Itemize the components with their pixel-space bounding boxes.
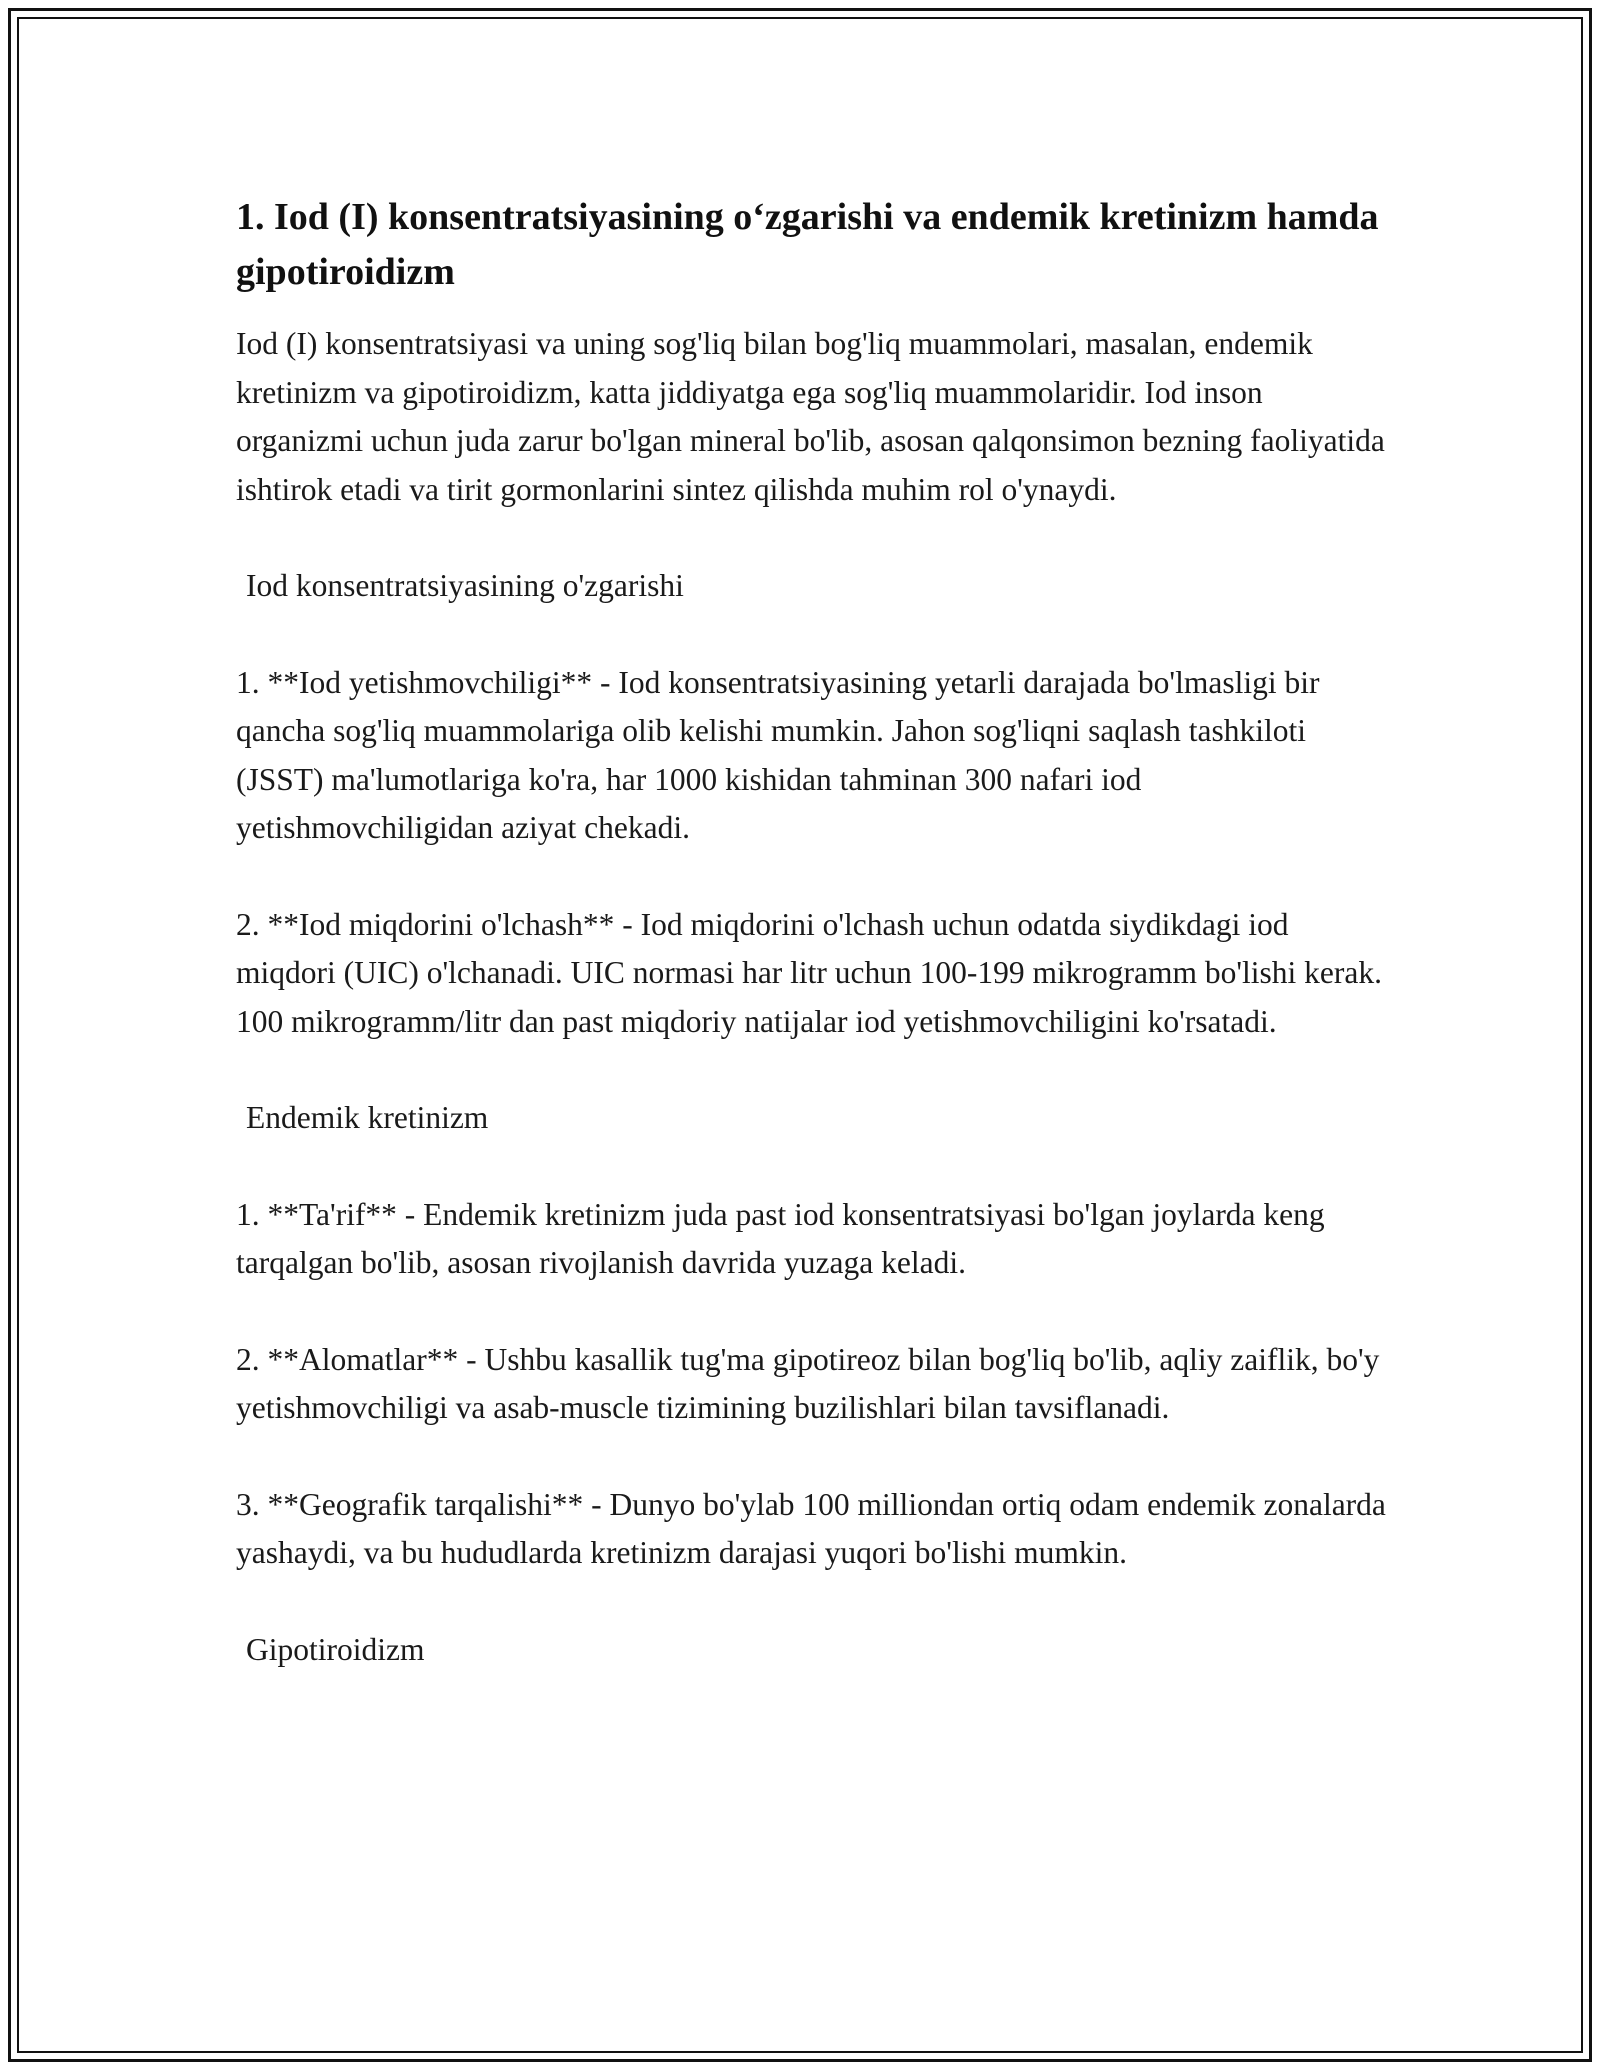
document-title: 1. Iod (I) konsentratsiyasining o‘zgarishi va endemik kretinizm hamda gipotiroidizm <box>236 196 1379 293</box>
list-item: 3. **Geografik tarqalishi** - Dunyo bo'ylab 100 milliondan ortiq odam endemik zonalarda yashaydi, va bu hududlarda kretinizm darajasi yuqori bo'lishi mumkin. <box>236 1486 1386 1570</box>
section-heading-kretinizm: Endemik kretinizm <box>246 1100 489 1135</box>
intro-paragraph: Iod (I) konsentratsiyasi va uning sog'liq bilan bog'liq muammolari, masalan, endemik kretinizm va gipotiroidizm, katta jiddiyatga ega sog'liq muammolaridir. Iod inson organizmi uchun juda zarur bo'lgan mineral bo'lib, asosan qalqonsimon bezning faoliyatida ishtirok etadi va tirit gormonlarini sintez qilishda muhim rol o'ynaydi. <box>236 326 1385 507</box>
list-item: 1. **Iod yetishmovchiligi** - Iod konsentratsiyasining yetarli darajada bo'lmasligi bir qancha sog'liq muammolariga olib kelishi mumkin. Jahon sog'liqni saqlash tashkiloti (JSST) ma'lumotlariga ko'ra, har 1000 kishidan tahminan 300 nafari iod yetishmovchiligidan aziyat chekadi. <box>236 664 1320 845</box>
list-item: 2. **Iod miqdorini o'lchash** - Iod miqdorini o'lchash uchun odatda siydikdagi iod miqdori (UIC) o'lchanadi. UIC normasi har litr uchun 100-199 mikrogramm bo'lishi kerak. 100 mikrogramm/litr dan past miqdoriy natijalar iod yetishmovchiligini ko'rsatadi. <box>236 906 1382 1039</box>
document-body <box>236 190 1386 1722</box>
section-heading-iod: Iod konsentratsiyasining o'zgarishi <box>246 568 684 603</box>
list-item: 1. **Ta'rif** - Endemik kretinizm juda past iod konsentratsiyasi bo'lgan joylarda keng tarqalgan bo'lib, asosan rivojlanish davrida yuzaga keladi. <box>236 1196 1325 1280</box>
section-heading-gipotiroidizm: Gipotiroidizm <box>246 1631 425 1667</box>
list-item: 2. **Alomatlar** - Ushbu kasallik tug'ma gipotireoz bilan bog'liq bo'lib, aqliy zaiflik, bo'y yetishmovchiligi va asab-muscle tizimining buzilishlari bilan tavsiflanadi. <box>236 1341 1380 1425</box>
